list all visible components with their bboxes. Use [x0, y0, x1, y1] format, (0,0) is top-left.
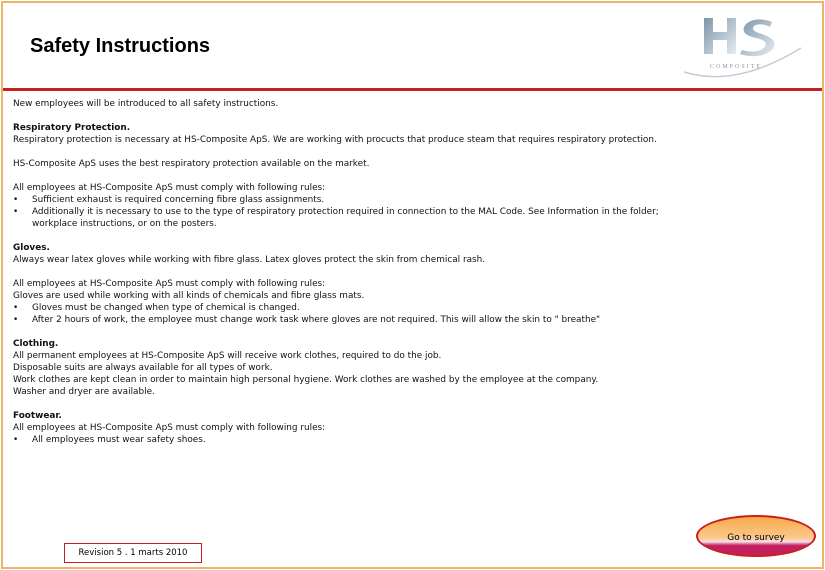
gloves-text: Always wear latex gloves while working with fibre glass. Latex gloves protect the skin from chemical rash.	[13, 255, 486, 265]
clothing-text: All permanent employees at HS-Composite ApS will receive work clothes, required to do the job.	[13, 351, 442, 361]
header-divider	[3, 88, 822, 91]
list-item-text: Sufficient exhaust is required concerning fibre glass assignments.	[32, 195, 325, 205]
rules-intro: All employees at HS-Composite ApS must comply with following rules:	[13, 183, 326, 193]
intro-text: New employees will be introduced to all safety instructions.	[13, 99, 279, 109]
svg-text:COMPOSITE: COMPOSITE	[710, 64, 763, 70]
clothing-heading: Clothing.	[13, 339, 59, 349]
list-item-text: After 2 hours of work, the employee must change work task where gloves are not required. This will allow the skin to " breathe"	[32, 315, 601, 325]
bullet-icon: •	[13, 303, 19, 313]
clothing-text: Washer and dryer are available.	[13, 387, 155, 397]
company-logo	[676, 10, 806, 82]
revision-label: Revision 5 . 1 marts 2010	[64, 543, 202, 563]
list-item	[13, 194, 813, 206]
clothing-text: Work clothes are kept clean in order to maintain high personal hygiene. Work clothes are washed by the employee at the company.	[13, 375, 599, 385]
list-item-text: Additionally it is necessary to use to the type of respiratory protection required in connection to the MAL Code. See Information in the folder;	[32, 207, 659, 217]
respiratory-text: Respiratory protection is necessary at HS-Composite ApS. We are working with procucts that produce steam that requires respiratory protection.	[13, 135, 657, 145]
bullet-icon: •	[13, 315, 19, 325]
gloves-heading: Gloves.	[13, 243, 50, 253]
page-title: Safety Instructions	[30, 35, 211, 57]
list-item	[13, 206, 813, 218]
instructions-body	[13, 98, 813, 446]
footwear-heading: Footwear.	[13, 411, 62, 421]
list-item-text: All employees must wear safety shoes.	[32, 435, 206, 445]
go-to-survey-button[interactable]: Go to survey	[696, 515, 816, 557]
list-item	[13, 434, 813, 446]
bullet-icon: •	[13, 435, 19, 445]
list-item-text: Gloves must be changed when type of chemical is changed.	[32, 303, 300, 313]
respiratory-heading: Respiratory Protection.	[13, 123, 131, 133]
rules-intro: All employees at HS-Composite ApS must comply with following rules:	[13, 279, 326, 289]
bullet-icon: •	[13, 195, 19, 205]
gloves-text: Gloves are used while working with all kinds of chemicals and fibre glass mats.	[13, 291, 365, 301]
list-item-text: workplace instructions, or on the posters.	[32, 219, 217, 229]
clothing-text: Disposable suits are always available for all types of work.	[13, 363, 273, 373]
rules-intro: All employees at HS-Composite ApS must comply with following rules:	[13, 423, 326, 433]
list-item	[13, 302, 813, 314]
respiratory-text: HS-Composite ApS uses the best respiratory protection available on the market.	[13, 159, 370, 169]
bullet-icon: •	[13, 207, 19, 217]
list-item	[13, 314, 813, 326]
